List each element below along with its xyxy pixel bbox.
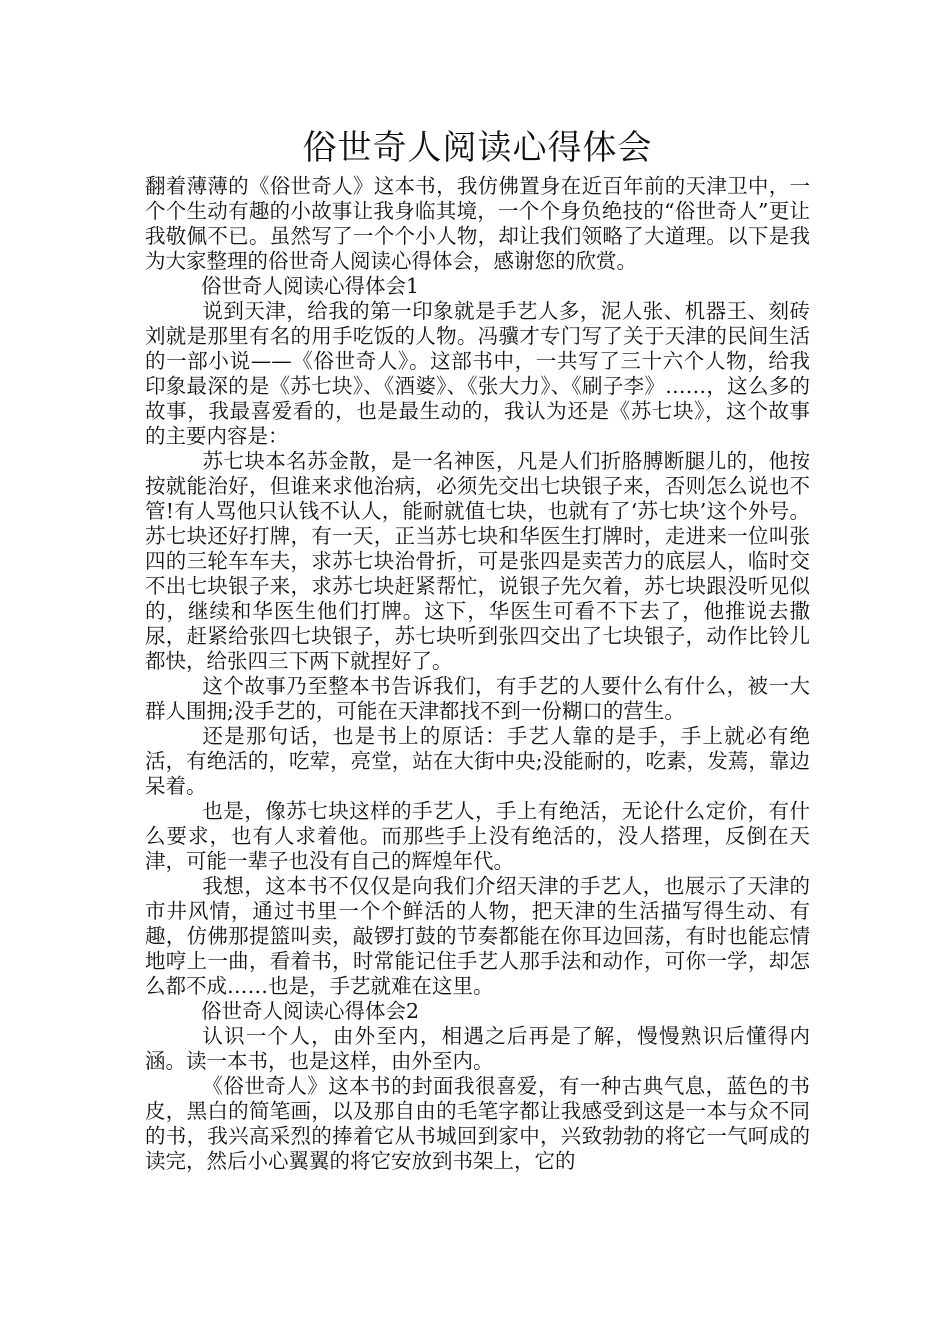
section1-paragraph: 还是那句话，也是书上的原话：手艺人靠的是手，手上就必有绝活，有绝活的，吃荤，亮堂，站在大街中央;没能耐的，吃素，发蔫，靠边呆着。 [145,724,810,798]
section1-paragraph: 苏七块本名苏金散，是一名神医，凡是人们折胳膊断腿儿的，他按按就能治好，但谁来求他治病，必须先交出七块银子来，否则怎么说也不管!有人骂他只认钱不认人，能耐就值七块，也就有了‘苏七块’这个外号。苏七块还好打牌，有一天，正当苏七块和华医生打牌时，走进来一位叫张四的三轮车车夫，求苏七块治骨折，可是张四是卖苦力的底层人，临时交不出七块银子来，求苏七块赶紧帮忙，说银子先欠着，苏七块跟没听见似的，继续和华医生他们打牌。这下，华医生可看不下去了，他推说去撒尿，赶紧给张四七块银子，苏七块听到张四交出了七块银子，动作比铃儿都快，给张四三下两下就捏好了。 [145,449,810,673]
section-heading-1: 俗世奇人阅读心得体会1 [201,274,420,298]
document-page [145,126,810,1174]
section1-paragraph: 也是，像苏七块这样的手艺人，手上有绝活，无论什么定价，有什么要求，也有人求着他。而那些手上没有绝活的，没人搭理，反倒在天津，可能一辈子也没有自己的辉煌年代。 [145,799,810,873]
section2-paragraph: 《俗世奇人》这本书的封面我很喜爱，有一种古典气息，蓝色的书皮，黑白的简笔画，以及那自由的毛笔字都让我感受到这是一本与众不同的书，我兴高采烈的捧着它从书城回到家中，兴致勃勃的将它一气呵成的读完，然后小心翼翼的将它安放到书架上，它的 [145,1074,810,1173]
section2-paragraph: 认识一个人，由外至内，相遇之后再是了解，慢慢熟识后懂得内涵。读一本书，也是这样，由外至内。 [145,1024,810,1073]
section1-paragraph: 这个故事乃至整本书告诉我们，有手艺的人要什么有什么，被一大群人围拥;没手艺的，可能在天津都找不到一份糊口的营生。 [145,674,810,723]
section1-paragraph: 说到天津，给我的第一印象就是手艺人多，泥人张、机器王、刻砖刘就是那里有名的用手吃饭的人物。冯骥才专门写了关于天津的民间生活的一部小说——《俗世奇人》。这部书中，一共写了三十六个人物，给我印象最深的是《苏七块》、《酒婆》、《张大力》、《刷子李》……，这么多的故事，我最喜爱看的，也是最生动的，我认为还是《苏七块》，这个故事的主要内容是： [145,299,810,448]
intro-paragraph: 翻着薄薄的《俗世奇人》这本书，我仿佛置身在近百年前的天津卫中，一个个生动有趣的小故事让我身临其境，一个个身负绝技的“俗世奇人”更让我敬佩不已。虽然写了一个个小人物，却让我们领略了大道理。以下是我为大家整理的俗世奇人阅读心得体会，感谢您的欣赏。 [145,174,810,273]
section-heading-2: 俗世奇人阅读心得体会2 [201,999,420,1023]
document-title: 俗世奇人阅读心得体会 [302,128,653,168]
section1-paragraph: 我想，这本书不仅仅是向我们介绍天津的手艺人，也展示了天津的市井风情，通过书里一个个鲜活的人物，把天津的生活描写得生动、有趣，仿佛那提篮叫卖，敲锣打鼓的节奏都能在你耳边回荡，有时也能忘情地哼上一曲，看着书，时常能记住手艺人那手法和动作，可你一学，却怎么都不成……也是，手艺就难在这里。 [145,874,810,998]
